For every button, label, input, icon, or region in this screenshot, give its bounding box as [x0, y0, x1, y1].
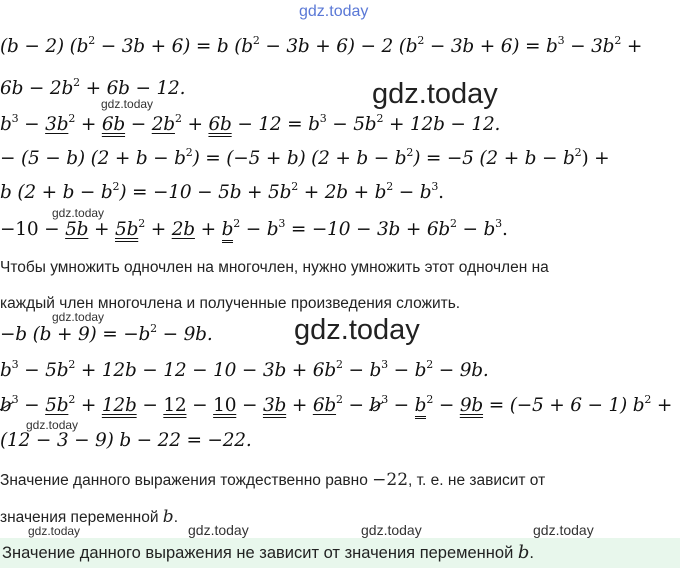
math-line-4: − (5 − b) $(2 + b - b^2) = (-5 + b)$ $(2 + b - b^2) = -5$ $(2 + b - b^2)$ +: [0, 146, 610, 169]
math-line-1: (b − 2) $(b^2 - 3b + 6) = b$ $(b^2 - 3b + 6) - 2$ $(b^2 - 3b + 6) = b^3 - 3b^2$ +: [0, 34, 643, 57]
watermark-large: gdz.today: [372, 78, 498, 110]
watermark-large: gdz.today: [294, 314, 420, 346]
math-line-5: b $(2 + b - b^2) = -10 - 5b + 5b^2 + 2b + b^2 - b^3$.: [0, 180, 444, 203]
watermark-small: gdz.today: [101, 97, 154, 111]
watermark-small: gdz.today: [52, 206, 105, 220]
math-line-10: (12 − 3 − 9) b − 22 = −22.: [0, 430, 252, 451]
watermark-top: gdz.today: [299, 3, 369, 20]
conclusion-line-1: Значение данного выражения тождественно равно −22, т. е. не зависит от: [0, 470, 546, 490]
math-line-2: $6b - 2b^2 + 6b - 12$.: [0, 76, 186, 99]
conclusion-line-2: значения переменной b.: [0, 507, 178, 527]
rule-text-line-2: каждый член многочлена и полученные произведения сложить.: [0, 295, 461, 312]
rule-text-line-1: Чтобы умножить одночлен на многочлен, нужно умножить этот одночлен на: [0, 259, 549, 276]
math-line-3: $b^3 - 3b^2 + 6b - 2b^2 + 6b - 12 = b^3 - 5b^2 + 12b - 12$.: [0, 112, 501, 135]
watermark-small: gdz.today: [28, 524, 81, 538]
watermark-small: gdz.today: [361, 522, 422, 538]
math-line-6: $-10 - 5b + 5b^2 + 2b + b^2 - b^3 = -10 - 3b + 6b^2 - b^3$.: [0, 219, 508, 240]
math-line-8: $b^3 - 5b^2 + 12b - 12 - 10 - 3b + 6b^2 - b^3 - b^2 - 9b$.: [0, 358, 489, 381]
answer-text: Значение данного выражения не зависит от значения переменной b.: [2, 542, 534, 563]
watermark-small: gdz.today: [188, 522, 249, 538]
math-line-9: $b^3 - 5b^2 + 12b - 12 - 10 - 3b + 6b^2 - b^3 - b^2 - 9b = (-5 + 6 - 1) b^2$ +: [0, 395, 672, 416]
watermark-small: gdz.today: [52, 310, 105, 324]
math-line-7: −b $(b + 9) = -b^2 - 9b$.: [0, 322, 213, 345]
watermark-small: gdz.today: [533, 522, 594, 538]
watermark-small: gdz.today: [26, 418, 79, 432]
